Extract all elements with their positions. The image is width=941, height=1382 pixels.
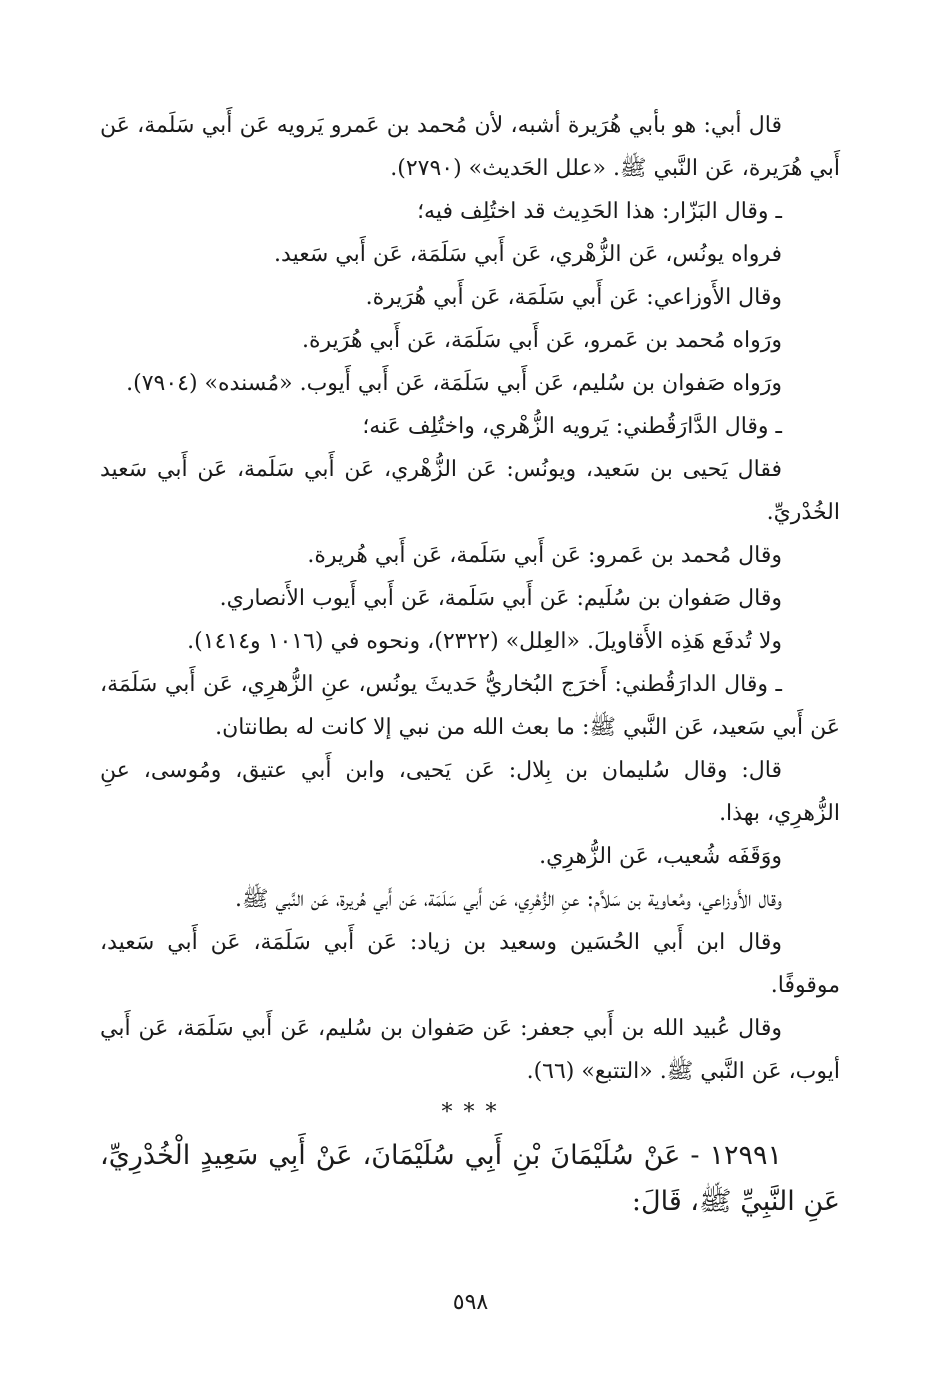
- hadith-entry: ١٢٩٩١ - عَنْ سُلَيْمَانَ بْنِ أَبِي سُلَيْمَانَ، عَنْ أَبِي سَعِيدٍ الْخُدْرِيِّ، عَنِ النَّبِيِّ ﷺ، قَالَ:: [100, 1140, 840, 1217]
- paragraph: وقال مُحمد بن عَمرو: عَن أَبي سَلَمة، عَن أَبي هُريرة.: [307, 543, 782, 568]
- paragraph: وقال الأَوزاعي: عَن أَبي سَلَمَة، عَن أَبي هُرَيرة.: [365, 285, 782, 310]
- paragraph: ورَواه مُحمد بن عَمرو، عَن أَبي سَلَمَة، عَن أَبي هُرَيرة.: [301, 328, 782, 353]
- paragraph: ـ وقال الدارَقُطني: أَخرَج البُخاريُّ حَديثَ يونُس، عنِ الزُّهرِي، عَن أَبي سَلَمَة، عَن أَبي سَعيد، عَن النَّبي ﷺ: ما بعث الله من نبي إلا كانت له بطانتان.: [100, 672, 840, 740]
- page-number: ٥٩٨: [452, 1290, 489, 1315]
- paragraph: وقال عُبيد الله بن أَبي جعفر: عَن صَفوان بن سُليم، عَن أَبي سَلَمَة، عَن أَبي أيوب، عَن النَّبي ﷺ. «التتبع» (٦٦).: [100, 1016, 840, 1084]
- paragraph: وقال الأَوزاعي، ومُعاوية بن سَلاَّم: عنِ الزُّهْرِي، عَن أَبي سَلَمَة، عَن أَبي هُريرة، عَن النَّبي ﷺ.: [234, 887, 782, 912]
- paragraph: ووَقَفَه شُعيب، عَن الزُّهرِي.: [539, 844, 782, 869]
- commentary-paragraphs: [100, 104, 840, 1093]
- paragraph: فرواه يونُس، عَن الزُّهْري، عَن أَبي سَلَمَة، عَن أَبي سَعيد.: [274, 242, 782, 267]
- paragraph: فقال يَحيى بن سَعيد، ويونُس: عَن الزُّهْري، عَن أَبي سَلَمة، عَن أَبي سَعيد الخُدْريِّ.: [100, 457, 840, 525]
- paragraph: وقال صَفوان بن سُلَيم: عَن أَبي سَلَمة، عَن أَبي أَيوب الأَنصاري.: [219, 586, 782, 611]
- text-block: [100, 104, 840, 1225]
- paragraph: ورَواه صَفوان بن سُليم، عَن أَبي سَلَمَة، عَن أَبي أَيوب. «مُسنده» (٧٩٠٤).: [126, 371, 782, 396]
- paragraph: وقال ابن أَبي الحُسَين وسعيد بن زياد: عَن أَبي سَلَمَة، عَن أَبي سَعيد، موقوفًا.: [100, 930, 840, 998]
- paragraph: ـ وقال البَزّار: هذا الحَدِيث قد اختُلِف فيه؛: [417, 199, 782, 224]
- paragraph: قال أبي: هو بأبي هُرَيرة أشبه، لأن مُحمد بن عَمرو يَرويه عَن أَبي سَلَمة، عَن أَبي هُرَيرة، عَن النَّبي ﷺ. «علل الحَديث» (٢٧٩٠).: [100, 113, 840, 181]
- paragraph: قال: وقال سُليمان بن بِلال: عَن يَحيى، وابن أَبي عتيق، ومُوسى، عنِ الزُّهرِي، بهذا.: [100, 758, 840, 826]
- section-separator: * * *: [441, 1100, 499, 1125]
- paragraph: ـ وقال الدَّارَقُطني: يَرويه الزُّهْري، واختُلِف عَنه؛: [362, 414, 782, 439]
- paragraph: ولا تُدفَع هَذِه الأَقاويلَ. «العِلل» (٢٣٢٢)، ونحوه في (١٠١٦ و١٤١٤).: [187, 629, 782, 654]
